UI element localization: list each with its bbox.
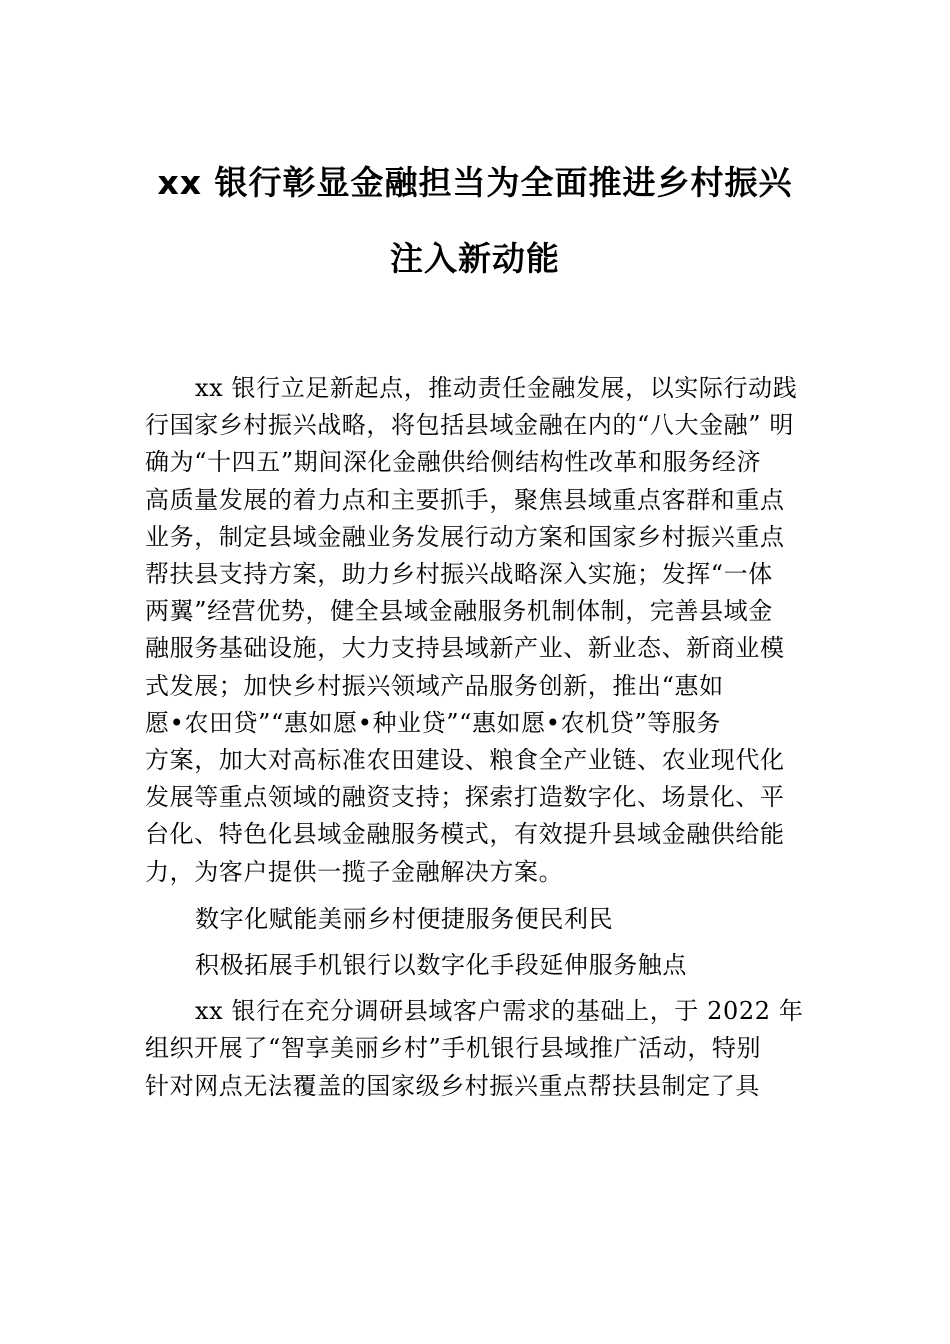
paragraph-line: 力，为客户提供一揽子金融解决方案。 — [145, 857, 564, 886]
body-paragraph-2 — [145, 993, 825, 1105]
paragraph-line: 针对网点无法覆盖的国家级乡村振兴重点帮扶县制定了具 — [145, 1071, 760, 1100]
paragraph-line: 方案，加大对高标准农田建设、粮食全产业链、农业现代化 — [145, 746, 785, 775]
paragraph-line: 发展等重点领域的融资支持；探索打造数字化、场景化、平 — [145, 783, 785, 812]
subheading-line: 数字化赋能美丽乡村便捷服务便民利民 — [195, 904, 614, 933]
paragraph-line: xx 银行立足新起点，推动责任金融发展，以实际行动践 — [195, 374, 798, 402]
paragraph-line: 确为“十四五”期间深化金融供给侧结构性改革和服务经济 — [145, 448, 762, 477]
document-title-line-2: 注入新动能 — [390, 239, 560, 278]
body-paragraph-1 — [145, 370, 825, 891]
paragraph-line: 台化、特色化县域金融服务模式，有效提升县域金融供给能 — [145, 820, 785, 849]
paragraph-line: 式发展；加快乡村振兴领域产品服务创新，推出“惠如 — [145, 671, 724, 700]
paragraph-line: 帮扶县支持方案，助力乡村振兴战略深入实施；发挥“一体 — [145, 560, 773, 589]
paragraph-line: 业务，制定县域金融业务发展行动方案和国家乡村振兴重点 — [145, 522, 785, 551]
paragraph-line: 愿•农田贷”“惠如愿•种业贷”“惠如愿•农机贷”等服务 — [145, 708, 722, 737]
paragraph-line: 两翼”经营优势，健全县域金融服务机制体制，完善县域金 — [145, 597, 773, 626]
paragraph-line: 行国家乡村振兴战略，将包括县域金融在内的“八大金融” 明 — [145, 411, 794, 440]
document-body — [145, 370, 825, 1105]
paragraph-line: xx 银行在充分调研县域客户需求的基础上，于 2022 年 — [195, 997, 804, 1026]
paragraph-line: 组织开展了“智享美丽乡村”手机银行县域推广活动，特别 — [145, 1034, 762, 1063]
paragraph-line: 融服务基础设施，大力支持县域新产业、新业态、新商业模 — [145, 634, 785, 663]
subheading-1 — [145, 901, 825, 938]
subheading-line: 积极拓展手机银行以数字化手段延伸服务触点 — [195, 951, 687, 980]
paragraph-line: 高质量发展的着力点和主要抓手，聚焦县域重点客群和重点 — [145, 485, 785, 514]
document-title-line-1: xx 银行彰显金融担当为全面推进乡村振兴 — [157, 163, 793, 202]
subheading-2 — [145, 947, 825, 984]
